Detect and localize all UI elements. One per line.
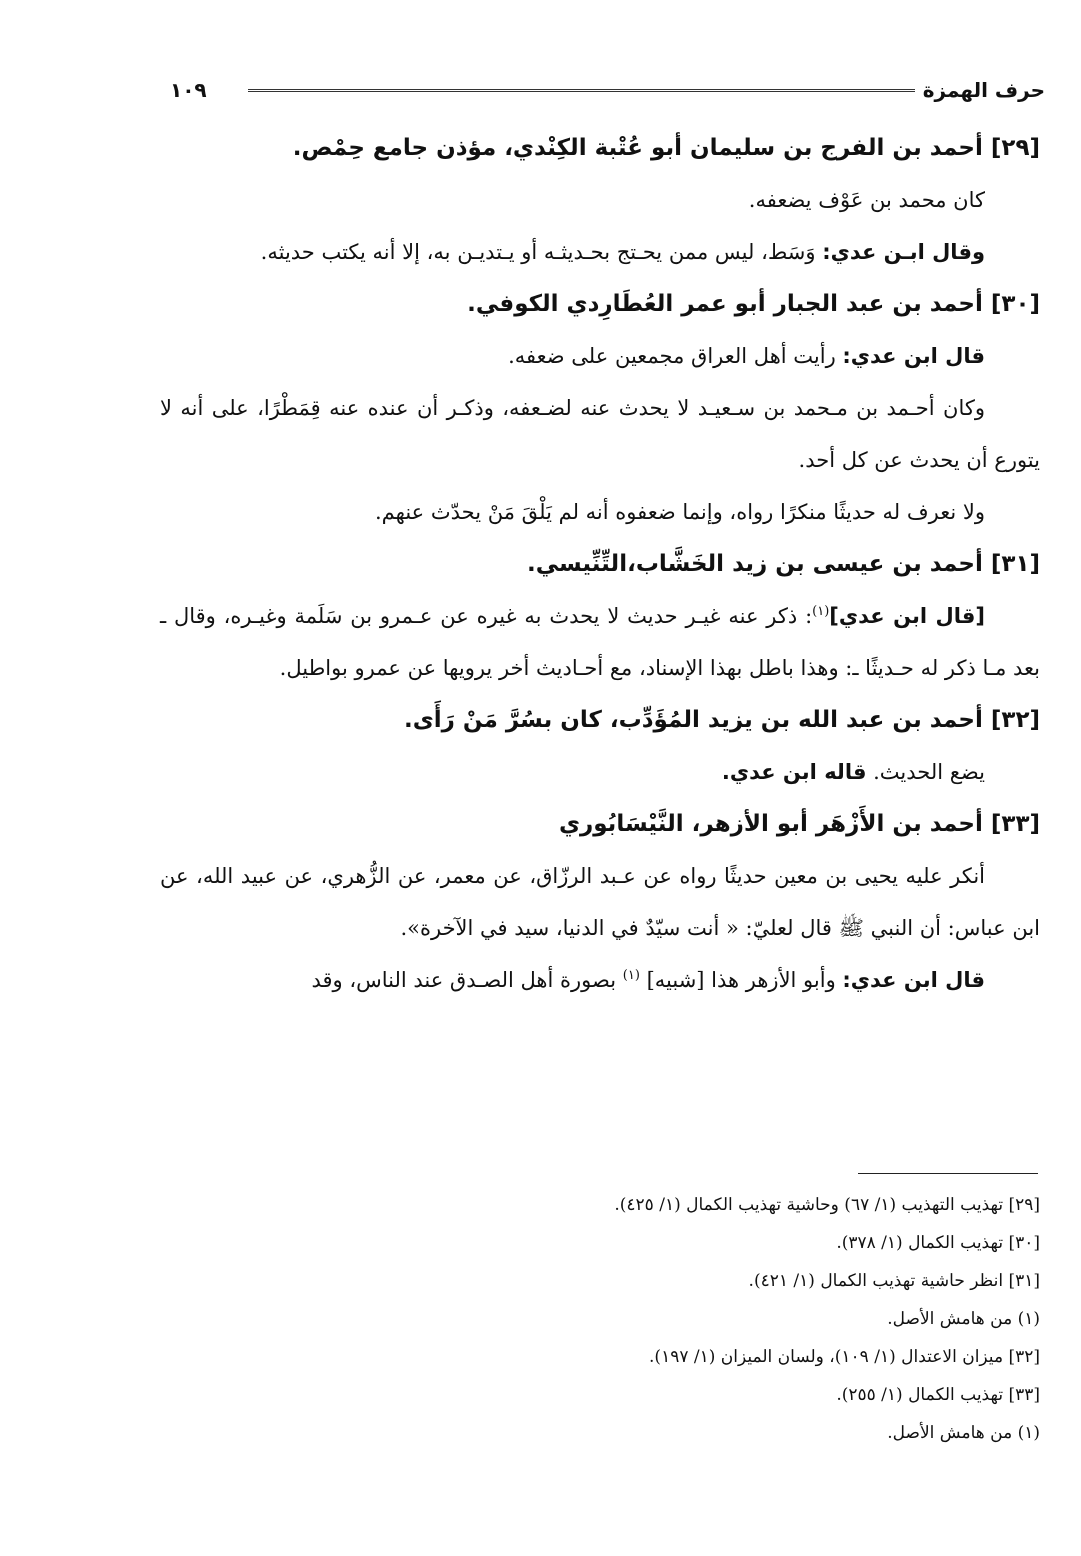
paragraph-text: وَسَط، ليس ممن يحـتج بحـديثـه أو يـتديـن به، إلا أنه يكتب حديثه.: [260, 240, 823, 264]
paragraph: [160, 226, 1040, 278]
paragraph-text: وكان أحـمد بن مـحمد بن سـعيـد لا يحدث عنه لضـعفه، وذكـر أن عنده عنه قِمَطْرًا، على أنه لا يتورع أن يحدث عن كل أحد.: [160, 396, 1040, 472]
paragraph: [160, 330, 1040, 382]
footnote: [٣١] انظر حاشية تهذيب الكمال (١/ ٤٢١).: [748, 1271, 1040, 1291]
paragraph-lead: وقال ابـن عدي:: [822, 240, 985, 264]
footnote: [٣٢] ميزان الاعتدال (١/ ١٠٩)، ولسان الميزان (١/ ١٩٧).: [649, 1347, 1040, 1367]
paragraph-lead: قال ابن عدي:: [842, 344, 985, 368]
main-text: [160, 122, 1040, 1006]
paragraph-lead: قال ابن عدي:: [842, 968, 985, 992]
paragraph: [160, 954, 1040, 1006]
paragraph: [160, 850, 1040, 954]
paragraph-text: رأيت أهل العراق مجمعين على ضعفه.: [508, 344, 843, 368]
section-title: حرف الهمزة: [922, 78, 1045, 102]
entry-heading: [٣٢] أحمد بن عبد الله بن يزيد المُؤَدِّب، كان بسُرَّ مَنْ رَأَى.: [403, 707, 1040, 733]
entry-heading: [٣٠] أحمد بن عبد الجبار أبو عمر العُطَارِدي الكوفي.: [467, 291, 1040, 317]
paragraph-text: أنكر عليه يحيى بن معين حديثًا رواه عن عـبد الرزّاق، عن معمر، عن الزُّهري، عن عبيد الله، عن ابن عباس: أن النبي ﷺ قال لعليّ: « أنت سيّدٌ في الدنيا، سيد في الآخرة».: [160, 864, 1040, 940]
footnotes: [160, 1186, 1040, 1452]
running-head: [170, 74, 1045, 106]
footnote: (١) من هامش الأصل.: [887, 1423, 1040, 1443]
entry-heading: [٣٣] أحمد بن الأَزْهَر أبو الأزهر، النَّيْسَابُوري: [558, 811, 1040, 837]
paragraph-text: : ذكر عنه غيـر حديث لا يحدث به غيره عن عـمرو بن سَلَمة وغيـره، وقال ـ بعد مـا ذكر له حـديثًا ـ: وهذا باطل بهذا الإسناد، مع أحـاديث أخر يرويها عن عمرو بواطيل.: [160, 604, 1040, 680]
paragraph: [160, 590, 1040, 694]
paragraph: [160, 486, 1040, 538]
paragraph: [160, 746, 1040, 798]
paragraph-text-continued: بصورة أهل الصـدق عند الناس، وقد: [311, 968, 623, 992]
paragraph-tail: قاله ابن عدي.: [721, 760, 867, 784]
footnote: [٣٣] تهذيب الكمال (١/ ٢٥٥).: [836, 1385, 1040, 1405]
header-rule: [248, 89, 915, 92]
footnote: (١) من هامش الأصل.: [887, 1309, 1040, 1329]
footnote-marker: (١): [622, 968, 640, 983]
paragraph-text: كان محمد بن عَوْف يضعفه.: [748, 188, 985, 212]
entry-heading: [٢٩] أحمد بن الفرج بن سليمان أبو عُتْبة الكِنْدي، مؤذن جامع حِمْص.: [292, 135, 1040, 161]
footnote: [٣٠] تهذيب الكمال (١/ ٣٧٨).: [836, 1233, 1040, 1253]
entry-heading: [٣١] أحمد بن عيسى بن زيد الخَشَّاب،التِّنِّيسي.: [526, 551, 1040, 577]
paragraph: [160, 174, 1040, 226]
footnote: [٢٩] تهذيب التهذيب (١/ ٦٧) وحاشية تهذيب الكمال (١/ ٤٢٥).: [614, 1195, 1040, 1215]
page-number: ١٠٩: [170, 78, 207, 102]
paragraph-lead: [قال ابن عدي]: [829, 604, 985, 628]
paragraph-text: يضع الحديث.: [866, 760, 985, 784]
paragraph-text: وأبو الأزهر هذا [شبيه]: [639, 968, 843, 992]
paragraph: [160, 382, 1040, 486]
footnote-marker: (١): [812, 604, 830, 619]
paragraph-text: ولا نعرف له حديثًا منكرًا رواه، وإنما ضعفوه أنه لم يَلْقَ مَنْ يحدّث عنهم.: [374, 500, 985, 524]
footnote-separator: [858, 1173, 1038, 1174]
